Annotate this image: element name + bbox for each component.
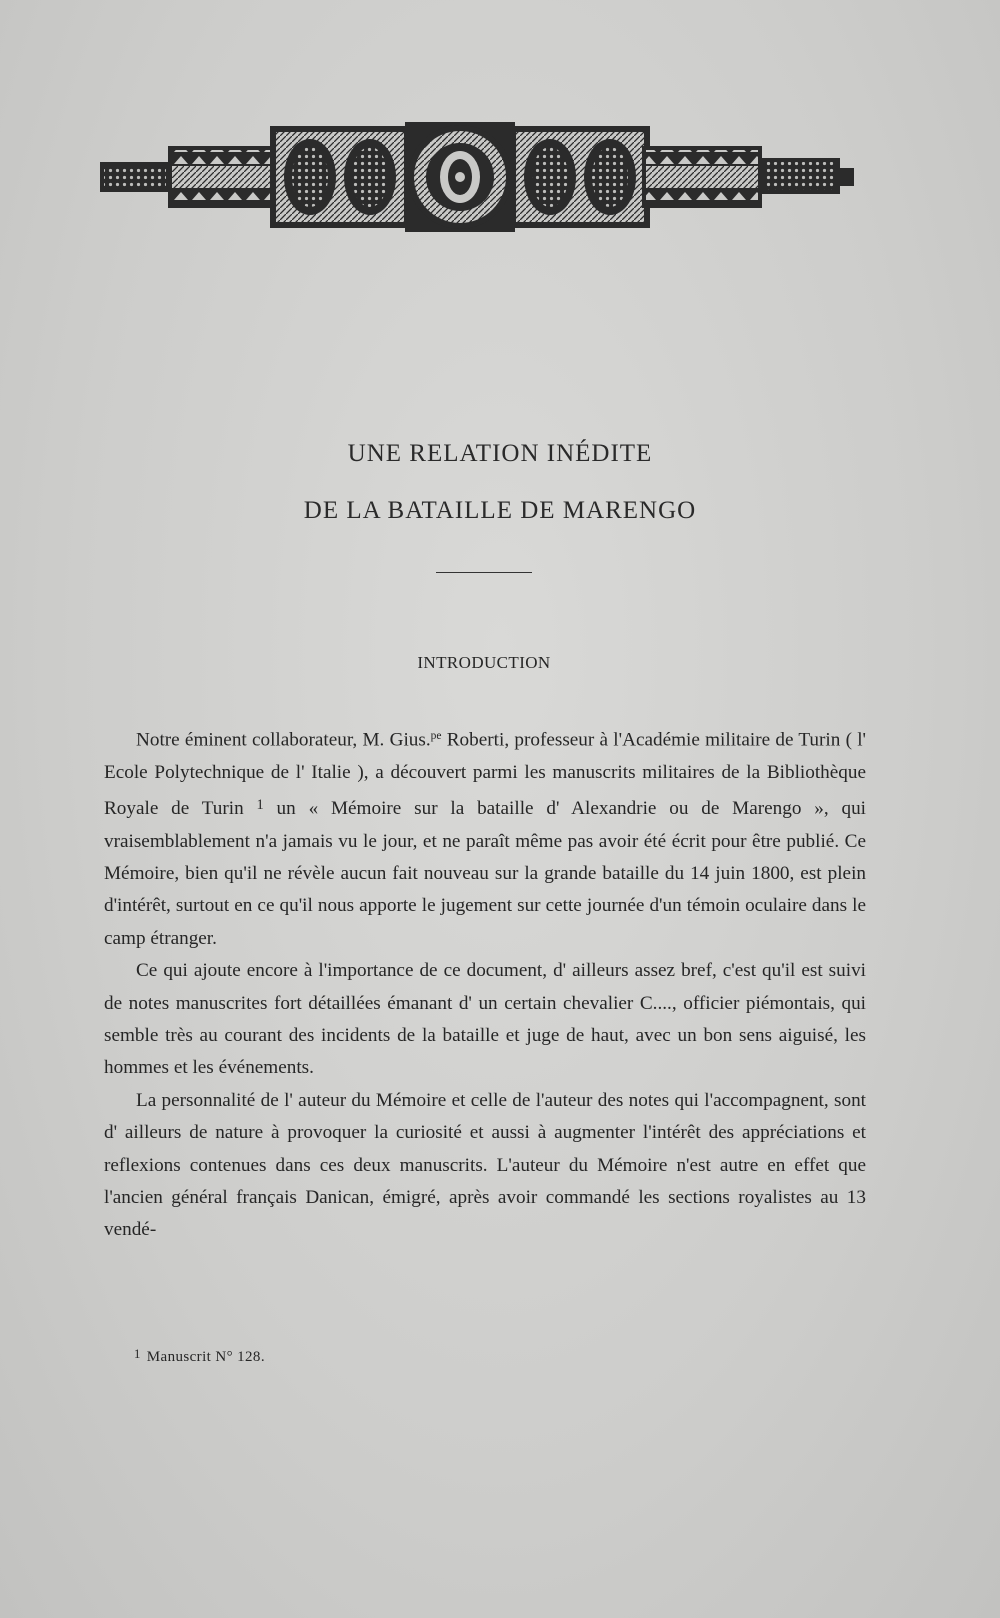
paragraph-1: Notre éminent collaborateur, M. Gius.$^{pe}$ Roberti, professeur à l'Académie militaire de Turin ( l' Ecole Polytechnique de l' Italie ), a découvert parmi les manuscrits militaires de la Bibliothèque Royale de Turin $^1$ un « Mémoire sur la bataille d' Alexandrie ou de Marengo », qui vraisemblablement n'a jamais vu le jour, et ne paraît même pas avoir été écrit pour être publié. Ce Mémoire, bien qu'il ne révèle aucun fait nouveau sur la grande bataille du 14 juin 1800, est plein d'intérêt, surtout en ce qu'il nous apporte le jugement sur cette journée d'un témoin oculaire dans le camp étranger. (104, 729, 866, 949)
section-heading: INTRODUCTION (417, 653, 551, 672)
decorative-headpiece (100, 118, 860, 236)
paragraph-3: La personnalité de l' auteur du Mémoire et celle de l'auteur des notes qui l'accompagnent, sont d' ailleurs de nature à provoquer la curiosité et aussi à augmenter l'intérêt des appréciations et reflexions contenues dans ces deux manuscrits. L'auteur du Mémoire n'est autre en effet que l'ancien général français Danican, émigré, après avoir commandé les sections royalistes au 13 vendé- (104, 1089, 866, 1241)
footnote-number: 1 (134, 1347, 141, 1361)
footnote-text: Manuscrit N° 128. (146, 1349, 265, 1366)
footnote (134, 1347, 265, 1366)
body-text (104, 720, 866, 1247)
footnote-reference[interactable]: 1 (256, 797, 264, 814)
title-line-1: UNE RELATION INÉDITE (347, 440, 653, 467)
title-line-2: DE LA BATAILLE DE MARENGO (303, 497, 697, 524)
title-divider (436, 572, 532, 573)
paragraph-2: Ce qui ajoute encore à l'importance de ce document, d' ailleurs assez bref, c'est qu'il est suivi de notes manuscrites fort détaillées émanant d' un certain chevalier C...., officier piémontais, qui semble très au courant des incidents de la bataille et juge de haut, avec un bon sens aiguisé, les hommes et les événements. (104, 960, 866, 1079)
